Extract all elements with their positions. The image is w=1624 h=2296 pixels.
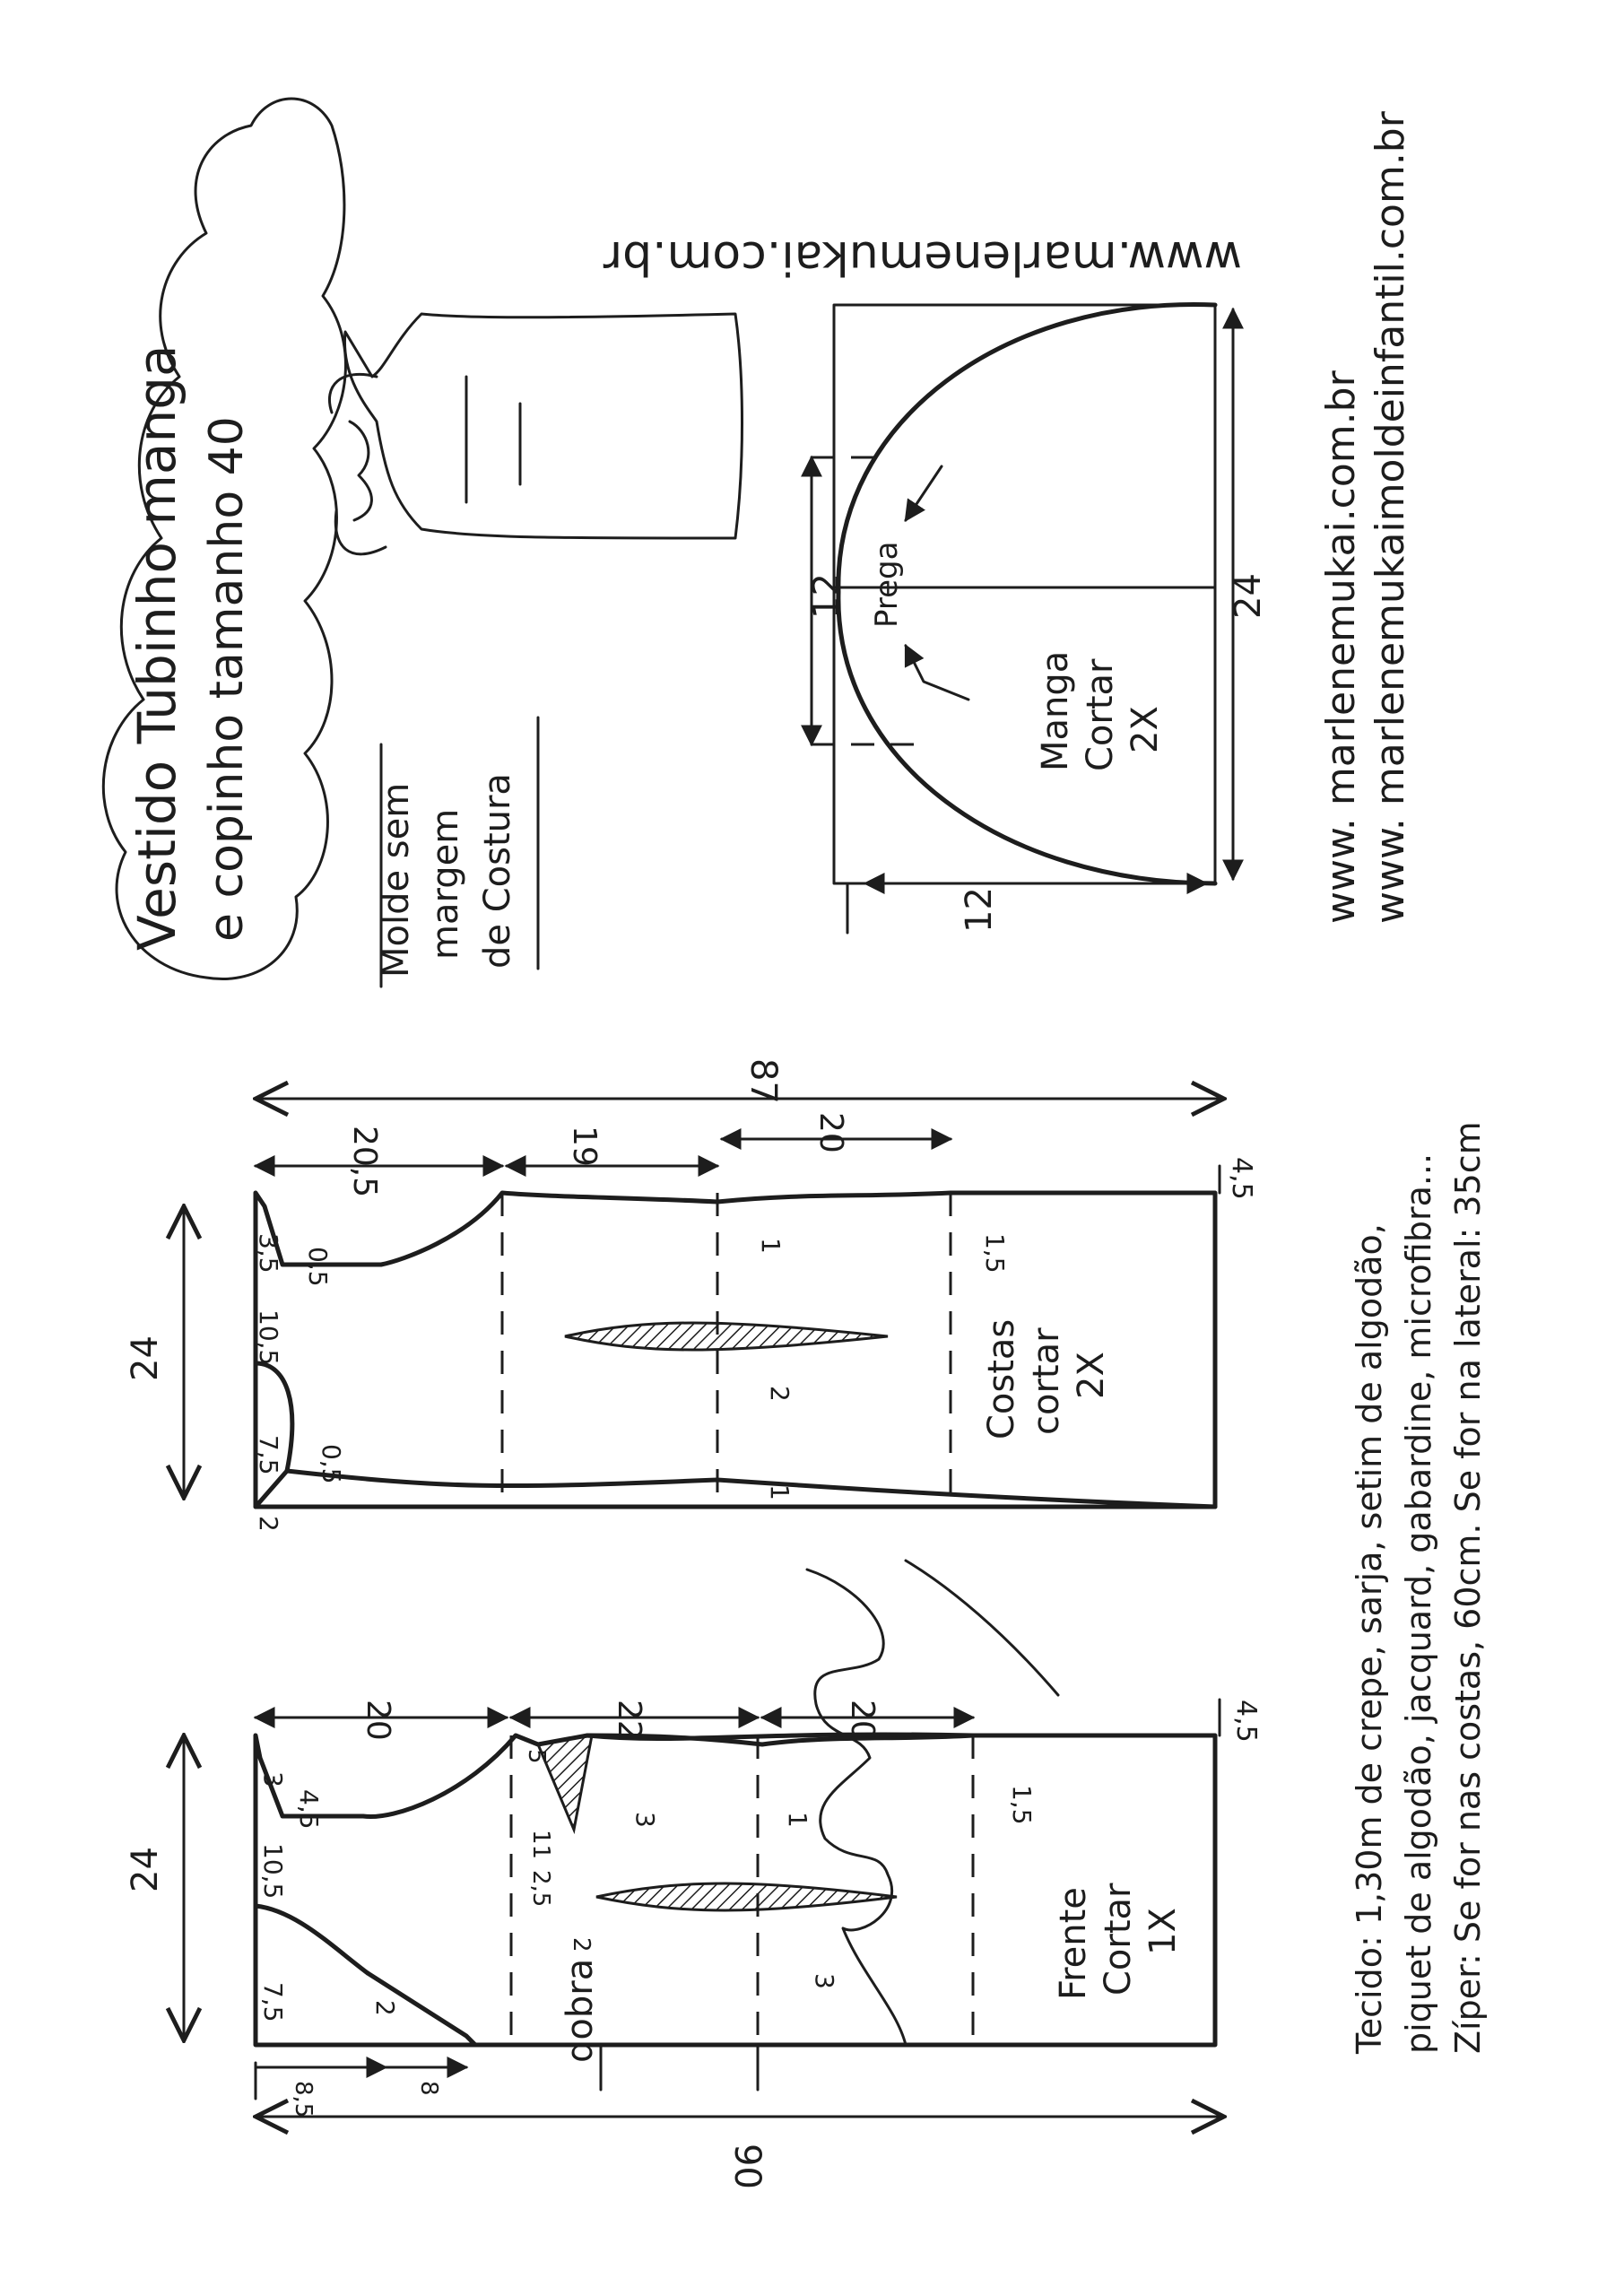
note-line2: margem [425, 808, 466, 960]
back-dim-2b: 2 [765, 1386, 795, 1402]
seam-allowance-note [376, 718, 538, 987]
fold-label: dobra [560, 1958, 601, 2063]
back-dim-1a: 1 [756, 1238, 786, 1254]
front-dim-3b: 3 [630, 1812, 660, 1828]
front-total-length-label: 90 [726, 2144, 768, 2189]
materials-line2: piquet de algodão, jacquard, gabardine, microfibra... [1399, 1152, 1438, 2054]
website-line1: www. marlenemukai.com.br [1318, 370, 1364, 924]
back-dim-0-5b: 0,5 [317, 1444, 346, 1484]
back-dim-1-5: 1,5 [980, 1233, 1010, 1274]
title-line1: Vestido Tubinho manga [126, 344, 187, 951]
website-line2: www. marlenemukaimoldeinfantil.com.br [1368, 111, 1413, 924]
front-dim-3c: 3 [810, 1973, 839, 1989]
back-pattern [125, 1058, 1257, 1532]
front-dim-22: 22 [611, 1700, 647, 1741]
front-dim-5: 5 [523, 1749, 550, 1764]
front-dim-2-5: 2,5 [527, 1870, 554, 1908]
title-cloud [103, 99, 345, 979]
front-dim-20: 20 [360, 1700, 396, 1741]
back-dim-19: 19 [566, 1126, 603, 1167]
dress-sketch [329, 314, 742, 554]
front-dim-3: 3 [258, 1771, 288, 1787]
back-label-line1: Costas [981, 1318, 1022, 1439]
front-dim-1-5: 1,5 [1007, 1785, 1037, 1825]
back-dim-7-5: 7,5 [254, 1435, 283, 1475]
note-line1: Molde sem [376, 782, 417, 978]
dress-outline [344, 314, 742, 538]
front-label-line2: Cortar [1098, 1883, 1139, 1996]
back-dim-4-5: 4,5 [1226, 1157, 1257, 1200]
back-dim-10-5: 10,5 [254, 1309, 283, 1366]
back-total-length-label: 87 [743, 1058, 784, 1104]
front-dim-4-5b: 4,5 [294, 1789, 324, 1830]
sleeve-width-label: 12 [959, 887, 1000, 933]
back-dim-20-5: 20,5 [346, 1126, 383, 1198]
dress-collar [350, 422, 371, 520]
back-dim-2: 2 [254, 1516, 283, 1532]
front-dim-1: 1 [783, 1812, 812, 1828]
back-dim-20: 20 [812, 1112, 849, 1153]
front-width-label: 24 [125, 1847, 166, 1892]
back-shoulder [256, 1471, 287, 1507]
watermark-top: www.marlenemukai.com.br [603, 230, 1242, 284]
front-label-line3: 1X [1142, 1908, 1184, 1955]
materials-notes [1350, 1121, 1488, 2055]
websites-block [1318, 110, 1413, 924]
prega-dim-label: 12 [806, 573, 847, 619]
front-pattern [125, 1700, 1262, 2189]
front-dim-11: 11 [527, 1830, 554, 1860]
back-dart [565, 1323, 888, 1350]
sleeve-height-label: 24 [1228, 573, 1269, 619]
prega-label: Prega [869, 541, 905, 628]
sleeve-label-line3: 2X [1125, 706, 1166, 753]
materials-line1: Tecido: 1,30m de crepe, sarja, setim de algodão, [1350, 1223, 1389, 2054]
sleeve-pattern [806, 304, 1269, 933]
back-label-line2: cortar [1026, 1327, 1067, 1435]
front-neckline [256, 1906, 368, 1973]
materials-line3: Zíper: Se for nas costas, 60cm. Se for na lateral: 35cm [1448, 1121, 1488, 2054]
front-dim-4-5: 4,5 [1230, 1700, 1262, 1743]
back-dim-3-5: 3,5 [254, 1233, 283, 1274]
back-width-label: 24 [125, 1335, 166, 1381]
front-dim-2: 2 [370, 2000, 400, 2016]
back-label-line3: 2X [1071, 1352, 1112, 1399]
prega-arrow-top [906, 466, 942, 520]
front-dim-8-5: 8,5 [290, 2081, 317, 2118]
sleeve-label-line1: Manga [1035, 650, 1076, 771]
front-label-line1: Frente [1053, 1887, 1094, 2000]
front-dim-10-5: 10,5 [258, 1843, 288, 1900]
prega-arrow-bottom [906, 646, 968, 700]
title-line2: e copinho tamanho 40 [200, 416, 254, 942]
front-dim-20b: 20 [844, 1700, 881, 1741]
back-dim-1b: 1 [765, 1484, 795, 1500]
front-dim-8: 8 [415, 2081, 442, 2096]
sleeve-label-line2: Cortar [1080, 658, 1121, 771]
back-center-seam [287, 1471, 1215, 1507]
note-line3: de Costura [477, 773, 518, 969]
front-dim-7-5: 7,5 [258, 1982, 288, 2022]
front-dim-2b: 2 [568, 1937, 595, 1952]
back-dim-0-5a: 0,5 [303, 1247, 333, 1287]
